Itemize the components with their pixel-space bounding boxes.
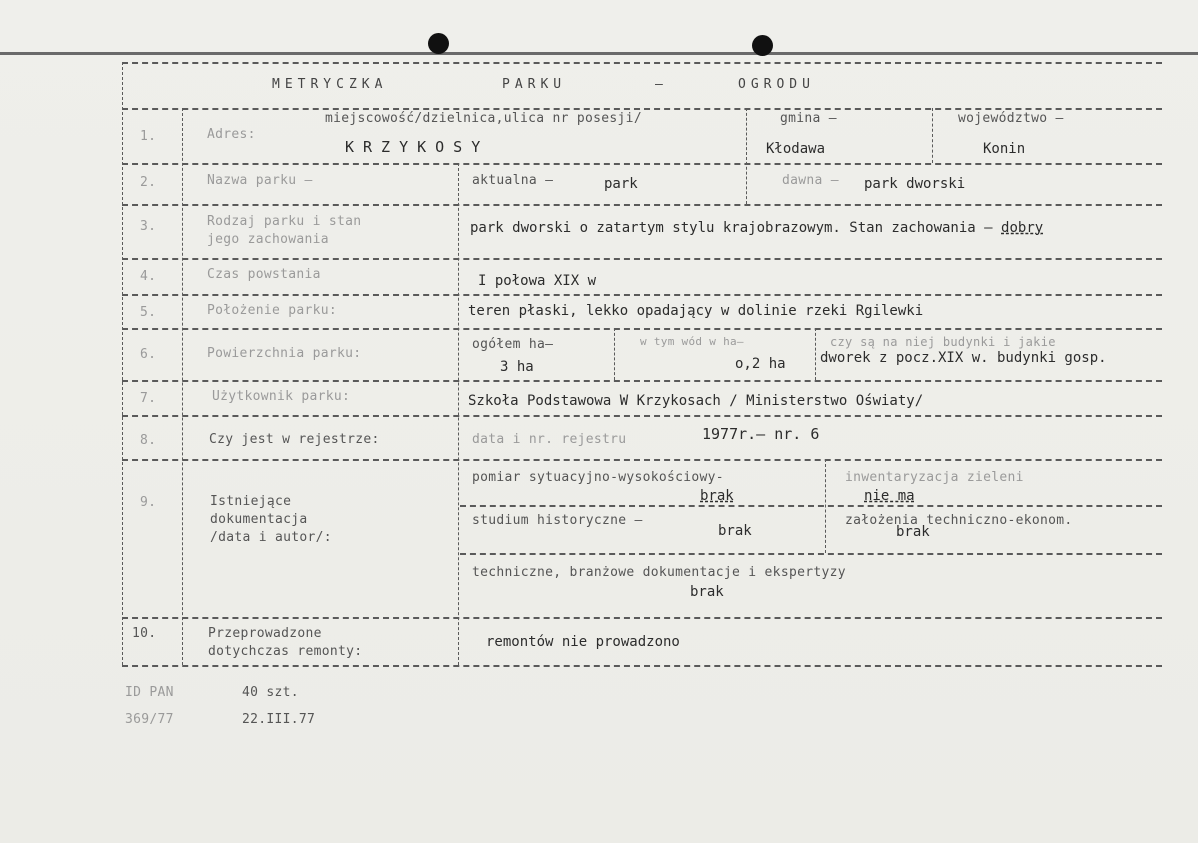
location-label: Położenie parku: — [207, 303, 338, 318]
condition-value: dobry — [1001, 220, 1044, 236]
col-divider-value — [458, 163, 459, 665]
park-type-label-line1: Rodzaj parku i stan — [207, 214, 362, 229]
water-area-label: w tym wód w ha– — [640, 335, 744, 348]
history-study-label: studium historyczne – — [472, 513, 643, 528]
documentation-label-line1: Istniejące — [210, 494, 292, 509]
rule — [122, 163, 1162, 165]
footer-date: 22.III.77 — [242, 712, 316, 727]
documentation-label-line2: dokumentacja — [210, 512, 308, 527]
rule — [122, 258, 1162, 260]
survey-label: pomiar sytuacyjno-wysokościowy- — [472, 470, 724, 485]
col-divider — [815, 328, 816, 380]
rule-top — [122, 62, 1162, 64]
user-label: Użytkownik parku: — [212, 389, 351, 404]
footer-count: 40 szt. — [242, 685, 299, 700]
rule — [122, 617, 1162, 619]
repairs-label-line2: dotychczas remonty: — [208, 644, 363, 659]
address-label: Adres: — [207, 127, 256, 142]
tech-economic-value: brak — [896, 524, 930, 540]
repairs-label-line1: Przeprowadzone — [208, 626, 322, 641]
register-label: Czy jest w rejestrze: — [209, 432, 380, 447]
park-type-label-line2: jego zachowania — [207, 232, 329, 247]
row-number: 6. — [140, 347, 157, 362]
rule — [122, 459, 1162, 461]
rule — [460, 553, 1162, 555]
row-number: 7. — [140, 391, 157, 406]
survey-value: brak — [700, 488, 734, 504]
card-top-edge — [0, 52, 1198, 55]
buildings-label: czy są na niej budynki i jakie — [830, 335, 1056, 349]
register-value: 1977r.– nr. 6 — [702, 425, 820, 443]
rule — [122, 415, 1162, 417]
row-number: 9. — [140, 495, 157, 510]
park-name-label: Nazwa parku – — [207, 173, 313, 188]
col-divider — [932, 108, 933, 163]
gmina-value: Kłodawa — [766, 141, 826, 157]
rule — [122, 204, 1162, 206]
title-word-parku: PARKU — [502, 77, 567, 92]
rule — [122, 294, 1162, 296]
rule-bottom — [122, 665, 1162, 667]
user-value: Szkoła Podstawowa W Krzykosach / Ministerstwo Oświaty/ — [468, 393, 924, 409]
row-number: 1. — [140, 129, 157, 144]
location-value: teren płaski, lekko opadający w dolinie rzeki Rgilewki — [468, 303, 924, 319]
locality-value: KRZYKOSY — [345, 138, 490, 156]
footer-code: ID PAN — [125, 685, 174, 700]
former-name-value: park dworski — [864, 176, 966, 192]
origin-label: Czas powstania — [207, 267, 321, 282]
expertise-label: techniczne, branżowe dokumentacje i ekspertyzy — [472, 565, 846, 580]
rule — [122, 380, 1162, 382]
total-area-value: 3 ha — [500, 359, 534, 375]
row-number: 8. — [140, 433, 157, 448]
expertise-value: brak — [690, 584, 724, 600]
title-word-metryczka: METRYCZKA — [272, 77, 388, 92]
col-divider — [746, 108, 747, 204]
col-divider — [614, 328, 615, 380]
documentation-label-line3: /data i autor/: — [210, 530, 332, 545]
register-date-label: data i nr. rejestru — [472, 432, 627, 447]
repairs-value: remontów nie prowadzono — [486, 634, 680, 650]
history-study-value: brak — [718, 523, 752, 539]
tech-economic-label: założenia techniczno-ekonom. — [845, 513, 1073, 528]
punch-hole-left — [428, 33, 449, 54]
row-number: 10. — [132, 626, 157, 641]
current-name-value: park — [604, 176, 638, 192]
inventory-label: inwentaryzacja zieleni — [845, 470, 1024, 485]
inventory-value: nie ma — [864, 488, 915, 504]
col-divider-number — [182, 108, 183, 665]
rule — [122, 108, 1162, 110]
row-number: 2. — [140, 175, 157, 190]
row-number: 3. — [140, 219, 157, 234]
voivodeship-label: województwo – — [958, 111, 1064, 126]
punch-hole-right — [752, 35, 773, 56]
title-dash: – — [655, 77, 668, 92]
buildings-value: dworek z pocz.XIX w. budynki gosp. — [820, 350, 1107, 366]
row-number: 4. — [140, 269, 157, 284]
former-name-label: dawna – — [782, 173, 839, 188]
park-type-value — [470, 221, 1043, 235]
water-area-value: o,2 ha — [735, 356, 786, 372]
total-area-label: ogółem ha– — [472, 337, 554, 352]
origin-value: I połowa XIX w — [478, 273, 597, 289]
current-name-label: aktualna – — [472, 173, 554, 188]
footer-reference: 369/77 — [125, 712, 174, 727]
rule — [460, 505, 1162, 507]
rule — [122, 328, 1162, 330]
title-word-ogrodu: OGRODU — [738, 77, 815, 92]
voivodeship-value: Konin — [983, 141, 1026, 157]
area-label: Powierzchnia parku: — [207, 346, 362, 361]
gmina-label: gmina – — [780, 111, 837, 126]
park-type-text: park dworski o zatartym stylu krajobrazowym. Stan zachowania – — [470, 220, 993, 236]
row-number: 5. — [140, 305, 157, 320]
border-left — [122, 62, 123, 665]
col-divider — [825, 459, 826, 553]
locality-label: miejscowość/dzielnica,ulica nr posesji/ — [325, 111, 642, 126]
